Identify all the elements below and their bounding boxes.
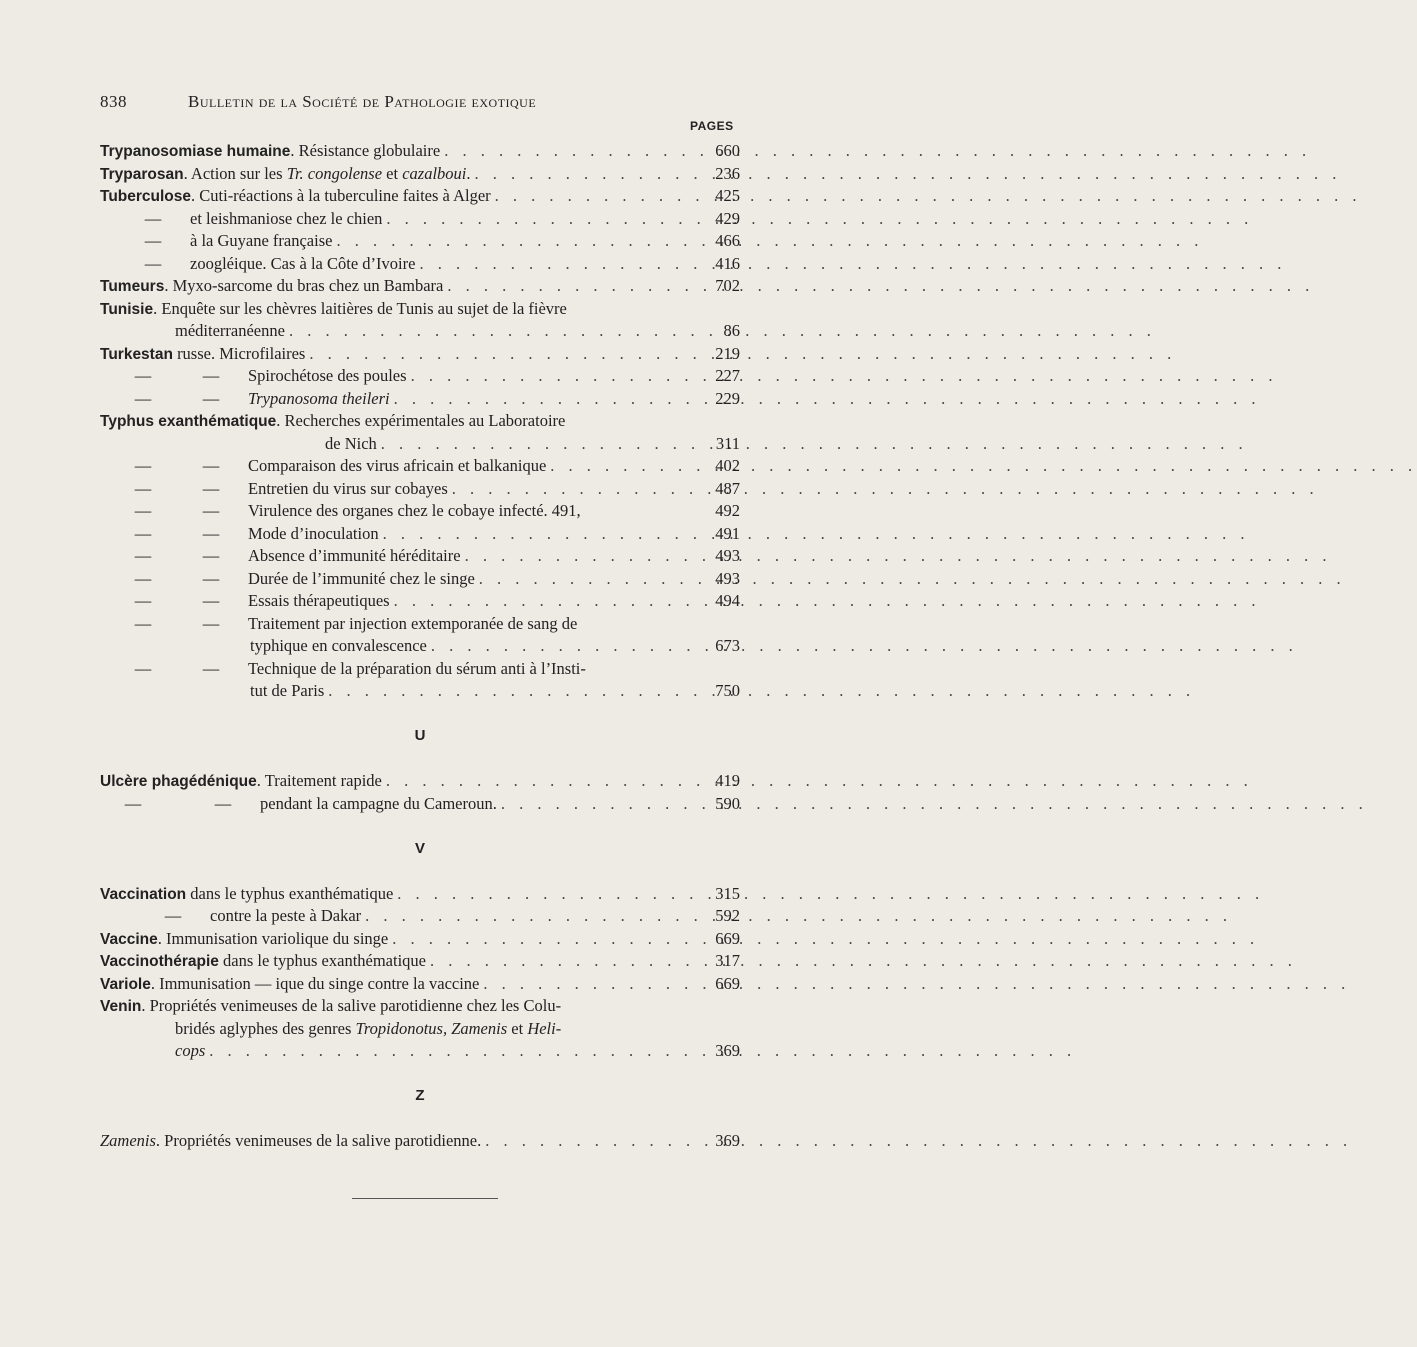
italic-term: cazalboui xyxy=(402,163,467,183)
index-entry xyxy=(100,658,740,681)
entry-description: Comparaison des virus africain et balkanique xyxy=(248,456,547,475)
index-entry xyxy=(100,208,740,231)
entry-description: . Cuti-réactions à la tuberculine faites à Alger xyxy=(191,186,491,205)
entry-text xyxy=(100,1130,481,1153)
entry-description: . Enquête sur les chèvres laitières de Tunis au sujet de la fièvre xyxy=(153,298,567,318)
page-reference: 491 xyxy=(715,523,740,543)
entry-heading: Typhus exanthématique xyxy=(100,413,277,430)
entry-text xyxy=(100,770,382,794)
index-entry xyxy=(100,905,740,928)
entry-heading: Trypanosomiase humaine xyxy=(100,143,291,160)
section-letter: Z xyxy=(415,1087,425,1104)
index-entry xyxy=(100,433,740,456)
page-reference: 466 xyxy=(715,231,740,250)
ditto-dash: — xyxy=(202,388,220,408)
dot-leader xyxy=(365,905,1232,928)
index-entry xyxy=(100,928,740,951)
page-reference: 750 xyxy=(715,681,740,700)
entry-heading: Vaccinothérapie xyxy=(100,953,219,970)
italic-term: Trypanosoma theileri xyxy=(248,388,390,408)
index-entry xyxy=(100,995,740,1018)
index-entry xyxy=(100,343,740,366)
entry-text xyxy=(120,455,546,478)
entry-description: . Action sur les xyxy=(183,163,287,183)
italic-term: Heli- xyxy=(527,1018,562,1038)
entry-text xyxy=(120,590,390,613)
ditto-dash: — xyxy=(202,478,220,498)
index-entry xyxy=(100,973,740,996)
dot-leader xyxy=(411,365,1278,388)
entry-heading: Vaccination xyxy=(100,885,187,903)
entry-description: . xyxy=(466,163,471,183)
ditto-dash: — xyxy=(134,501,152,520)
entry-text xyxy=(120,523,379,546)
index-entry xyxy=(100,320,740,343)
entry-text xyxy=(100,883,393,907)
entry-description: tut de Paris xyxy=(250,681,325,700)
page-reference: 493 xyxy=(715,546,740,565)
section-spacer xyxy=(100,703,740,726)
dot-leader xyxy=(431,635,1298,658)
entry-description: Durée de l’immunité chez le singe xyxy=(248,568,475,588)
section-spacer xyxy=(100,1108,740,1131)
ditto-dash: — xyxy=(202,366,220,385)
ditto-dash: — xyxy=(214,793,232,813)
italic-term: Tropidonotus, Zamenis xyxy=(355,1018,508,1038)
ditto-dash: — xyxy=(202,568,220,588)
index-entry xyxy=(100,365,740,388)
page-reference: 669 xyxy=(715,973,740,993)
section-spacer xyxy=(100,860,740,883)
ditto-dash: — xyxy=(144,253,162,273)
page-number: 838 xyxy=(100,92,127,111)
index-entry xyxy=(100,455,740,478)
entry-description: . Immunisation variolique du singe xyxy=(157,928,389,948)
ditto-dash: — xyxy=(202,613,220,633)
page-reference: 229 xyxy=(715,388,740,408)
entry-text xyxy=(100,298,567,322)
entry-description: Virulence des organes chez le cobaye infecté. 491, xyxy=(248,501,581,520)
page-reference: 494 xyxy=(715,591,740,610)
entry-text xyxy=(120,365,407,388)
entry-description: . Résistance globulaire xyxy=(290,141,441,160)
dot-leader xyxy=(383,523,1250,546)
page-reference: 425 xyxy=(715,186,740,205)
dot-leader xyxy=(447,275,1314,298)
page-reference: 311 xyxy=(715,433,740,453)
page-reference: 419 xyxy=(715,771,740,790)
index-entry xyxy=(100,523,740,546)
dot-leader xyxy=(495,185,1362,208)
dot-leader xyxy=(501,793,1368,816)
entry-heading: Tumeurs xyxy=(100,278,165,295)
page-reference: 317 xyxy=(715,951,740,970)
entry-description: . Traitement rapide xyxy=(256,771,382,790)
entry-heading: Tunisie xyxy=(100,300,154,318)
entry-description: typhique en convalescence xyxy=(250,636,427,655)
ditto-dash: — xyxy=(134,456,152,475)
page-reference: 592 xyxy=(715,906,740,925)
index-entry xyxy=(100,230,740,253)
entry-heading: Venin xyxy=(100,998,142,1015)
entry-heading: Tryparosan xyxy=(100,165,184,183)
entry-text xyxy=(175,320,285,343)
entry-text xyxy=(100,973,479,997)
ditto-dash: — xyxy=(202,456,220,475)
entry-text xyxy=(100,995,561,1019)
ditto-dash: — xyxy=(202,591,220,610)
entry-text xyxy=(120,500,581,523)
italic-term: cops xyxy=(175,1041,206,1060)
end-rule xyxy=(352,1198,498,1199)
dot-leader xyxy=(444,140,1311,163)
index-entry xyxy=(100,410,740,433)
entry-text xyxy=(130,253,415,276)
ditto-dash: — xyxy=(134,658,152,678)
dot-leader xyxy=(397,883,1264,906)
dot-leader xyxy=(392,928,1259,951)
entry-text xyxy=(175,1040,205,1063)
index-entry xyxy=(100,770,740,793)
dot-leader xyxy=(394,388,1261,411)
entry-text xyxy=(120,388,390,411)
ditto-dash: — xyxy=(124,793,142,813)
entry-description: . Immunisation — ique du singe contre la vaccine xyxy=(150,973,480,993)
page-reference: 702 xyxy=(715,276,740,295)
entry-text xyxy=(100,410,565,434)
index-entry xyxy=(100,635,740,658)
index-entry xyxy=(100,140,740,163)
ditto-dash: — xyxy=(164,906,182,925)
index-entry xyxy=(100,590,740,613)
section-letter: U xyxy=(414,727,426,744)
section-spacer xyxy=(100,1063,740,1086)
entry-description: Spirochétose des poules xyxy=(248,366,407,385)
dot-leader xyxy=(465,545,1332,568)
index-entry xyxy=(100,680,740,703)
entry-description: et leishmaniose chez le chien xyxy=(190,208,383,228)
ditto-dash: — xyxy=(202,501,220,520)
ditto-dash: — xyxy=(134,478,152,498)
entry-text xyxy=(100,275,443,299)
page-reference: 673 xyxy=(715,636,740,655)
entry-description: Mode d’inoculation xyxy=(248,523,379,543)
index-entry xyxy=(100,613,740,636)
entry-description: dans le typhus exanthématique xyxy=(186,883,394,903)
entry-description: Traitement par injection extemporanée de sang de xyxy=(248,613,578,633)
entry-description: . Myxo-sarcome du bras chez un Bambara xyxy=(164,276,444,295)
entry-heading: Ulcère phagédénique xyxy=(100,773,257,790)
index-entry xyxy=(100,298,740,321)
entry-text xyxy=(175,1018,561,1041)
dot-leader xyxy=(309,343,1176,366)
section-spacer xyxy=(100,748,740,771)
entry-description: Essais thérapeutiques xyxy=(248,591,390,610)
dot-leader xyxy=(386,770,1253,793)
page-reference: 590 xyxy=(715,793,740,813)
page-reference: 492 xyxy=(715,501,740,520)
entry-text xyxy=(100,163,471,187)
dot-leader xyxy=(394,590,1261,613)
dot-leader xyxy=(485,1130,1352,1153)
dot-leader xyxy=(419,253,1286,276)
page-reference: 236 xyxy=(715,163,740,183)
index-entries xyxy=(100,140,740,1153)
ditto-dash: — xyxy=(144,208,162,228)
page-reference: 219 xyxy=(715,343,740,363)
index-entry xyxy=(100,500,740,523)
journal-title: Bulletin de la Société de Pathologie exotique xyxy=(188,92,537,111)
entry-text xyxy=(100,140,440,164)
index-entry xyxy=(100,275,740,298)
entry-heading: Turkestan xyxy=(100,345,173,363)
ditto-dash: — xyxy=(134,546,152,565)
entry-description: Entretien du virus sur cobayes xyxy=(248,478,448,498)
page-reference: 402 xyxy=(715,456,740,475)
entry-text xyxy=(250,635,427,658)
index-entry xyxy=(100,253,740,276)
entry-description: . Recherches expérimentales au Laboratoire xyxy=(276,411,566,430)
ditto-dash: — xyxy=(134,523,152,543)
entry-description: . Propriétés venimeuses de la salive parotidienne chez les Colu- xyxy=(141,996,562,1015)
entry-description: zoogléique. Cas à la Côte d’Ivoire xyxy=(190,253,416,273)
entry-description: Absence d’immunité héréditaire xyxy=(248,546,461,565)
dot-leader xyxy=(381,433,1248,456)
dot-leader xyxy=(475,163,1342,186)
page-reference: 493 xyxy=(715,568,740,588)
entry-text xyxy=(110,793,497,816)
entry-description: russe. Microfilaires xyxy=(172,343,306,363)
entry-description: à la Guyane française xyxy=(190,231,333,250)
entry-text xyxy=(100,343,305,367)
dot-leader xyxy=(479,568,1346,591)
index-entry xyxy=(100,1040,740,1063)
index-entry xyxy=(100,545,740,568)
index-entry xyxy=(100,163,740,186)
ditto-dash: — xyxy=(134,613,152,633)
page-reference: 487 xyxy=(715,478,740,498)
entry-heading: Variole xyxy=(100,975,151,993)
page-reference: 369 xyxy=(715,1131,740,1150)
entry-text xyxy=(120,568,475,591)
page-reference: 227 xyxy=(715,366,740,385)
page-reference: 315 xyxy=(715,883,740,903)
page-reference: 660 xyxy=(715,141,740,160)
ditto-dash: — xyxy=(134,591,152,610)
entry-description: méditerranéenne xyxy=(175,321,285,340)
index-entry xyxy=(100,388,740,411)
italic-term: Zamenis xyxy=(100,1131,156,1150)
entry-heading: Vaccine xyxy=(100,930,158,948)
entry-description: de Nich xyxy=(325,433,377,453)
page-reference: 369 xyxy=(715,1041,740,1060)
dot-leader xyxy=(483,973,1350,996)
index-entry xyxy=(100,185,740,208)
entry-description: contre la peste à Dakar xyxy=(210,906,362,925)
entry-text xyxy=(250,680,324,703)
ditto-dash: — xyxy=(134,388,152,408)
section-letter: V xyxy=(414,839,425,857)
section-spacer xyxy=(100,815,740,838)
index-entry xyxy=(100,478,740,501)
dot-leader xyxy=(550,455,1417,478)
dot-leader xyxy=(386,208,1253,231)
dot-leader xyxy=(430,950,1297,973)
pages-column-label: PAGES xyxy=(690,119,734,133)
entry-description: et xyxy=(382,163,403,183)
ditto-dash: — xyxy=(144,231,162,250)
entry-heading: Tuberculose xyxy=(100,188,192,205)
dot-leader xyxy=(452,478,1319,501)
dot-leader xyxy=(336,230,1203,253)
entry-description: Technique de la préparation du sérum anti à l’Insti- xyxy=(248,658,586,678)
entry-text xyxy=(325,433,377,456)
ditto-dash: — xyxy=(202,546,220,565)
ditto-dash: — xyxy=(134,568,152,588)
entry-text xyxy=(120,613,577,636)
entry-text xyxy=(150,905,361,928)
ditto-dash: — xyxy=(202,523,220,543)
ditto-dash: — xyxy=(134,366,152,385)
index-entry xyxy=(100,793,740,816)
entry-description: bridés aglyphes des genres xyxy=(175,1018,356,1038)
italic-term: Tr. congolense xyxy=(286,163,383,183)
entry-text xyxy=(100,950,426,974)
entry-text xyxy=(100,185,491,209)
page-reference: 416 xyxy=(715,253,740,273)
entry-text xyxy=(100,928,388,952)
page-reference: 86 xyxy=(723,321,740,340)
dot-leader xyxy=(328,680,1195,703)
entry-description: . Propriétés venimeuses de la salive parotidienne. xyxy=(155,1131,482,1150)
index-entry xyxy=(100,1130,740,1153)
index-entry xyxy=(100,883,740,906)
page-reference: 669 xyxy=(715,928,740,948)
entry-description: pendant la campagne du Cameroun. xyxy=(260,793,497,813)
index-entry xyxy=(100,1018,740,1041)
page-reference: 429 xyxy=(715,208,740,228)
entry-text xyxy=(130,208,382,231)
entry-description: et xyxy=(507,1018,528,1038)
entry-text xyxy=(120,478,448,501)
entry-text xyxy=(130,230,332,253)
dot-leader xyxy=(209,1040,1076,1063)
index-entry xyxy=(100,568,740,591)
entry-text xyxy=(120,658,586,681)
entry-text xyxy=(120,545,461,568)
index-entry xyxy=(100,950,740,973)
entry-description: dans le typhus exanthématique xyxy=(218,951,427,970)
ditto-dash: — xyxy=(202,658,220,678)
